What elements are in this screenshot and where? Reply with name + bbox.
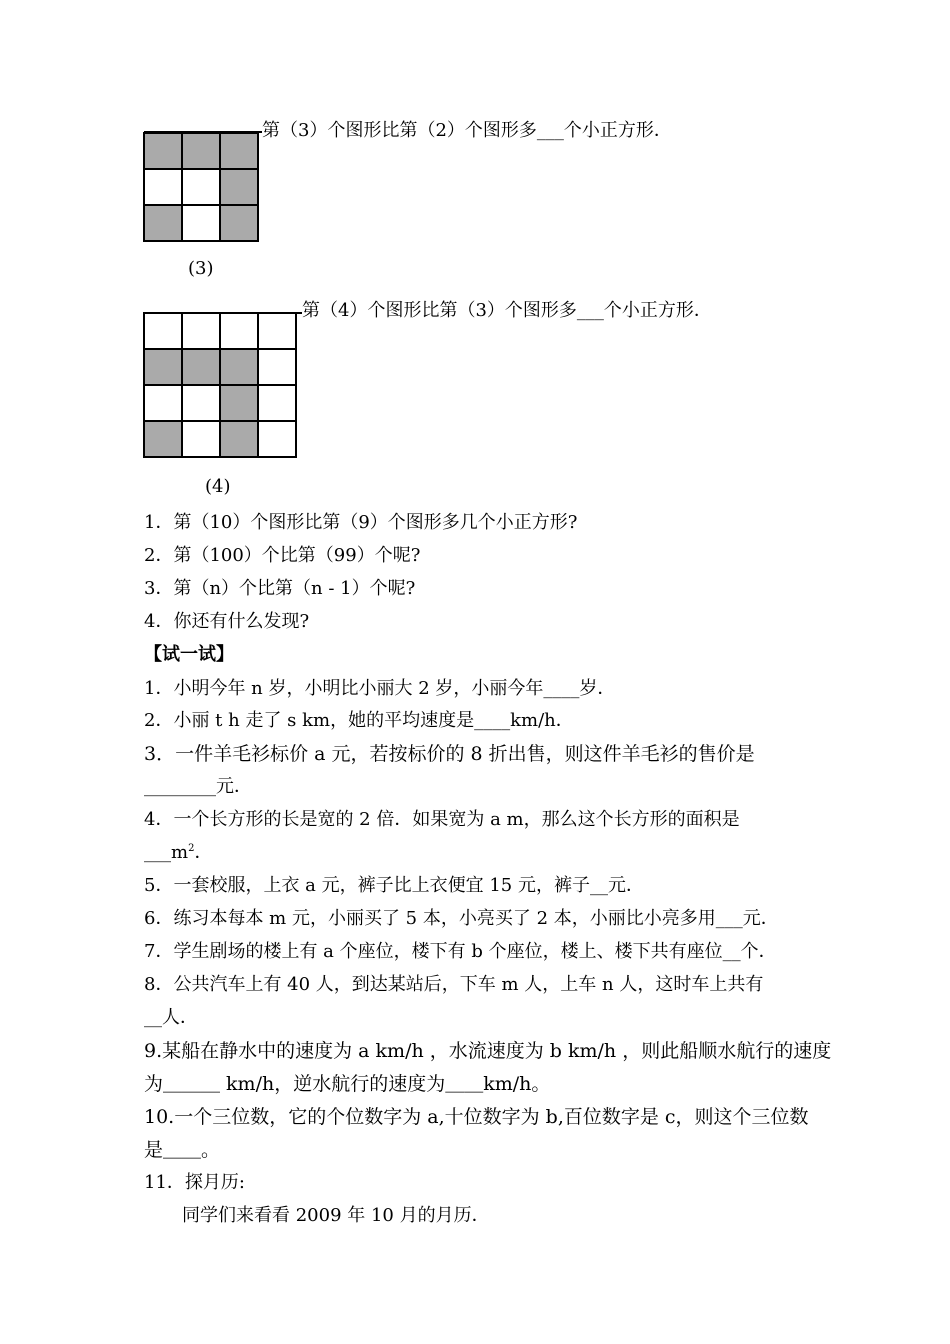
- section-title: 【试一试】: [144, 644, 234, 665]
- exercise-7: 7．学生剧场的楼上有 a 个座位，楼下有 b 个座位，楼上、楼下共有座位__个．: [144, 941, 777, 962]
- exercise-10-line2: 是＿＿。: [144, 1139, 221, 1161]
- exercise-1: 1．小明今年 n 岁，小明比小丽大 2 岁，小丽今年____岁．: [144, 678, 616, 699]
- exercise-4-line1: 4．一个长方形的长是宽的 2 倍．如果宽为 a m，那么这个长方形的面积是: [144, 809, 740, 830]
- grid-cell: [220, 421, 258, 457]
- exercise-4-end: ．: [194, 842, 213, 863]
- question-4: 4．你还有什么发现?: [144, 611, 310, 632]
- figure3-caption: (3): [188, 258, 214, 279]
- grid-cell: [182, 313, 220, 349]
- grid-cell: [182, 421, 220, 457]
- grid-cell: [144, 385, 182, 421]
- grid-cell: [220, 169, 258, 205]
- question-2: 2．第（100）个比第（99）个呢?: [144, 545, 421, 566]
- exercise-4-line2: [144, 838, 212, 864]
- grid-cell: [144, 133, 182, 169]
- figure3-grid: [143, 132, 259, 242]
- grid-cell: [220, 385, 258, 421]
- grid-cell: [182, 205, 220, 241]
- grid-cell: [220, 349, 258, 385]
- exercise-5: 5．一套校服，上衣 a 元，裤子比上衣便宜 15 元，裤子__元．: [144, 875, 644, 896]
- grid-cell: [182, 385, 220, 421]
- exercise-11-line2: 同学们来看看 2009 年 10 月的月历．: [182, 1205, 490, 1226]
- grid-cell: [258, 349, 296, 385]
- grid-cell: [220, 133, 258, 169]
- grid-cell: [182, 349, 220, 385]
- figure3-question: 第（3）个图形比第（2）个图形多___个小正方形．: [262, 120, 672, 141]
- exercise-6: 6．练习本每本 m 元，小丽买了 5 本，小亮买了 2 本，小丽比小亮多用___元．: [144, 908, 779, 929]
- grid-cell: [144, 349, 182, 385]
- exercise-4-area-unit: ___m: [144, 842, 189, 863]
- exercise-3-line1: 3．一件羊毛衫标价 a 元，若按标价的 8 折出售，则这件羊毛衫的售价是: [144, 743, 755, 765]
- exercise-4-superscript: 2: [188, 843, 195, 854]
- grid-cell: [258, 313, 296, 349]
- grid-cell: [144, 205, 182, 241]
- figure4-grid: [143, 312, 297, 458]
- question-1: 1．第（10）个图形比第（9）个图形多几个小正方形?: [144, 512, 578, 533]
- exercise-2: 2．小丽 t h 走了 s km，她的平均速度是____km/h．: [144, 710, 574, 731]
- exercise-10-line1: 10.一个三位数，它的个位数字为 a,十位数字为 b,百位数字是 c，则这个三位数: [144, 1106, 809, 1128]
- grid-cell: [144, 313, 182, 349]
- grid-cell: [220, 205, 258, 241]
- exercise-11-line1: 11．探月历:: [144, 1172, 245, 1193]
- exercise-8-line1: 8．公共汽车上有 40 人，到达某站后，下车 m 人，上车 n 人，这时车上共有: [144, 974, 764, 995]
- figure4-question: 第（4）个图形比第（3）个图形多___个小正方形．: [302, 300, 712, 321]
- figure4-caption: (4): [205, 476, 231, 497]
- exercise-3-line2: ________元．: [144, 776, 252, 797]
- exercise-9-line1: 9.某船在静水中的速度为 a km/h ，水流速度为 b km/h ，则此船顺水航行的速度: [144, 1040, 832, 1062]
- grid-cell: [258, 421, 296, 457]
- exercise-8-line2: __人．: [144, 1007, 198, 1028]
- grid-cell: [220, 313, 258, 349]
- question-3: 3．第（n）个比第（n - 1）个呢?: [144, 578, 416, 599]
- grid-cell: [182, 133, 220, 169]
- grid-cell: [144, 169, 182, 205]
- grid-cell: [258, 385, 296, 421]
- exercise-9-line2: 为＿＿＿ km/h，逆水航行的速度为＿＿km/h。: [144, 1073, 551, 1095]
- grid-cell: [182, 169, 220, 205]
- grid-cell: [144, 421, 182, 457]
